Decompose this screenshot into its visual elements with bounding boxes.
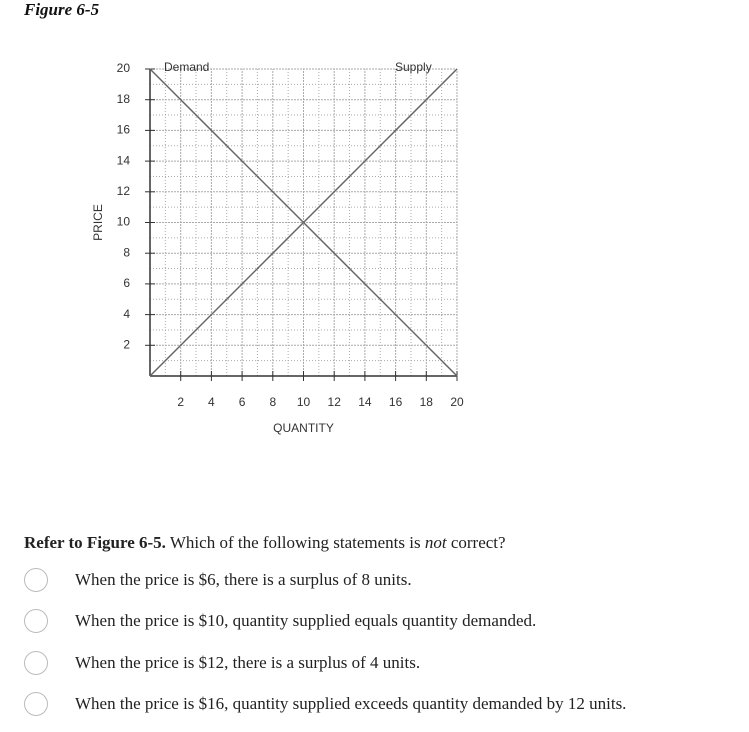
figure-title: Figure 6-5 — [24, 0, 100, 19]
radio-button[interactable] — [24, 651, 48, 675]
y-tick-label: 4 — [123, 306, 130, 321]
answer-option-3[interactable] — [24, 648, 420, 678]
y-tick-label: 18 — [116, 91, 130, 106]
y-tick-label: 8 — [123, 245, 130, 260]
y-tick-label: 14 — [116, 153, 130, 168]
radio-button[interactable] — [24, 568, 48, 592]
y-tick-label: 6 — [123, 276, 130, 291]
question-emphasis: not — [424, 533, 447, 552]
answer-option-4[interactable] — [24, 689, 626, 719]
x-tick-label: 4 — [208, 395, 215, 409]
y-axis-label: PRICE — [91, 204, 105, 241]
answer-option-label: When the price is $16, quantity supplied exceeds quantity demanded by 12 units. — [75, 694, 627, 713]
answer-option-label: When the price is $10, quantity supplied equals quantity demanded. — [75, 611, 537, 630]
answer-option-label: When the price is $12, there is a surplus of 4 units. — [75, 653, 421, 672]
question-body: Which of the following statements is — [165, 533, 425, 552]
radio-button[interactable] — [24, 609, 48, 633]
y-tick-label: 16 — [116, 122, 130, 137]
y-tick-label: 20 — [116, 61, 130, 76]
x-tick-label: 8 — [269, 395, 277, 409]
radio-button[interactable] — [24, 692, 48, 716]
supply-label: Supply — [395, 60, 432, 74]
question-ref: Refer to Figure 6-5. — [24, 533, 166, 552]
demand-label: Demand — [164, 60, 210, 74]
answer-option-1[interactable] — [24, 565, 412, 595]
x-tick-label: 2 — [177, 395, 185, 409]
x-axis-label: QUANTITY — [273, 421, 334, 435]
x-tick-label: 12 — [327, 395, 341, 409]
x-tick-label: 18 — [419, 395, 433, 409]
question-end: correct? — [446, 533, 506, 552]
x-tick-label: 14 — [358, 395, 372, 409]
question-text — [24, 533, 506, 553]
y-tick-label: 10 — [116, 214, 130, 229]
x-tick-label: 16 — [388, 395, 403, 409]
x-tick-label: 6 — [238, 395, 246, 409]
answer-option-2[interactable] — [24, 606, 536, 636]
x-tick-label: 20 — [450, 395, 464, 409]
y-tick-label: 2 — [123, 337, 130, 352]
x-tick-label: 10 — [296, 395, 311, 409]
y-tick-label: 12 — [116, 183, 130, 198]
answer-option-label: When the price is $6, there is a surplus of 8 units. — [75, 570, 412, 589]
